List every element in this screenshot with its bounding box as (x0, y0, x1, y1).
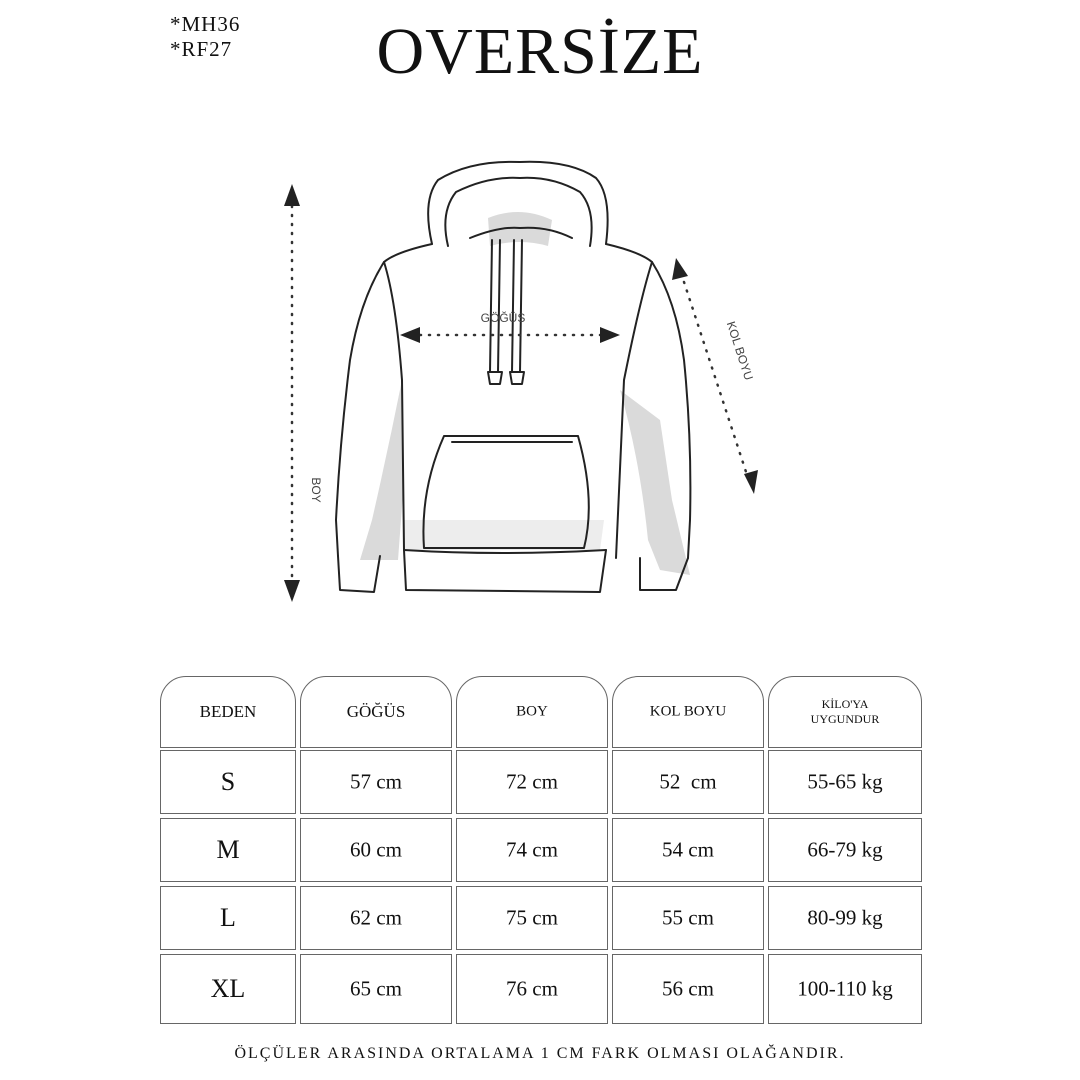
table-row-cell (160, 954, 296, 1024)
arrow-left-icon (400, 327, 420, 343)
hoodie-shadow (360, 212, 690, 575)
header-sleeve (612, 676, 764, 748)
arrow-down-right-icon (744, 470, 758, 494)
table-row-cell (160, 818, 296, 882)
table-row-cell (300, 886, 452, 950)
page-title: OVERSİZE (376, 15, 704, 88)
sleeve-value: 52 cm (659, 769, 717, 794)
weight-value: 55-65 kg (807, 769, 883, 794)
table-row-cell (300, 818, 452, 882)
header-weight (768, 676, 922, 748)
footer-note: ÖLÇÜLER ARASINDA ORTALAMA 1 CM FARK OLMASI OLAĞANDIR. (234, 1045, 846, 1062)
table-row-cell (612, 886, 764, 950)
header-sleeve-label: KOL BOYU (649, 703, 727, 720)
weight-value: 80-99 kg (807, 905, 883, 930)
table-row-cell (612, 750, 764, 814)
header-weight-line2: UYGUNDUR (810, 712, 880, 726)
chest-value: 57 cm (350, 769, 402, 794)
length-value: 75 cm (506, 905, 558, 930)
header-length (456, 676, 608, 748)
sleeve-value: 56 cm (662, 976, 714, 1001)
header-length-label: BOY (516, 703, 548, 720)
weight-value: 66-79 kg (807, 837, 883, 862)
length-label: BOY (309, 477, 323, 503)
header-size (160, 676, 296, 748)
table-row-cell (300, 750, 452, 814)
size-value: XL (210, 974, 246, 1003)
table-row-cell (456, 750, 608, 814)
sleeve-value: 55 cm (662, 905, 714, 930)
chest-label: GÖĞÜS (480, 311, 526, 325)
sleeve-label: KOL BOYU (723, 319, 756, 382)
arrow-right-icon (600, 327, 620, 343)
chest-arrow (400, 327, 620, 343)
table-row-cell (160, 886, 296, 950)
table-row-cell (160, 750, 296, 814)
arrow-down-icon (284, 580, 300, 602)
header-chest (300, 676, 452, 748)
size-table (160, 676, 922, 1026)
sleeve-value: 54 cm (662, 837, 714, 862)
length-value: 72 cm (506, 769, 558, 794)
arrow-up-icon (284, 184, 300, 206)
chest-value: 62 cm (350, 905, 402, 930)
size-value: L (220, 903, 236, 932)
header-weight-label (769, 697, 921, 727)
size-value: M (216, 835, 240, 864)
header-weight-line1: KİLO'YA (821, 697, 869, 711)
length-arrow (284, 184, 300, 602)
table-row-cell (300, 954, 452, 1024)
table-row-cell (456, 818, 608, 882)
chest-value: 65 cm (350, 976, 402, 1001)
size-value: S (220, 767, 236, 796)
table-row-cell (768, 818, 922, 882)
table-row-cell (768, 886, 922, 950)
table-row-cell (456, 886, 608, 950)
chest-value: 60 cm (350, 837, 402, 862)
header-chest-label: GÖĞÜS (346, 702, 406, 721)
length-value: 76 cm (506, 976, 558, 1001)
length-value: 74 cm (506, 837, 558, 862)
arrow-up-left-icon (672, 258, 688, 280)
weight-value: 100-110 kg (797, 976, 893, 1001)
product-code-2: *RF27 (170, 37, 233, 61)
header-size-label: BEDEN (199, 702, 257, 721)
product-code-1: *MH36 (170, 12, 241, 36)
table-row-cell (612, 818, 764, 882)
table-row-cell (768, 750, 922, 814)
table-row-cell (768, 954, 922, 1024)
table-row-cell (612, 954, 764, 1024)
table-row-cell (456, 954, 608, 1024)
